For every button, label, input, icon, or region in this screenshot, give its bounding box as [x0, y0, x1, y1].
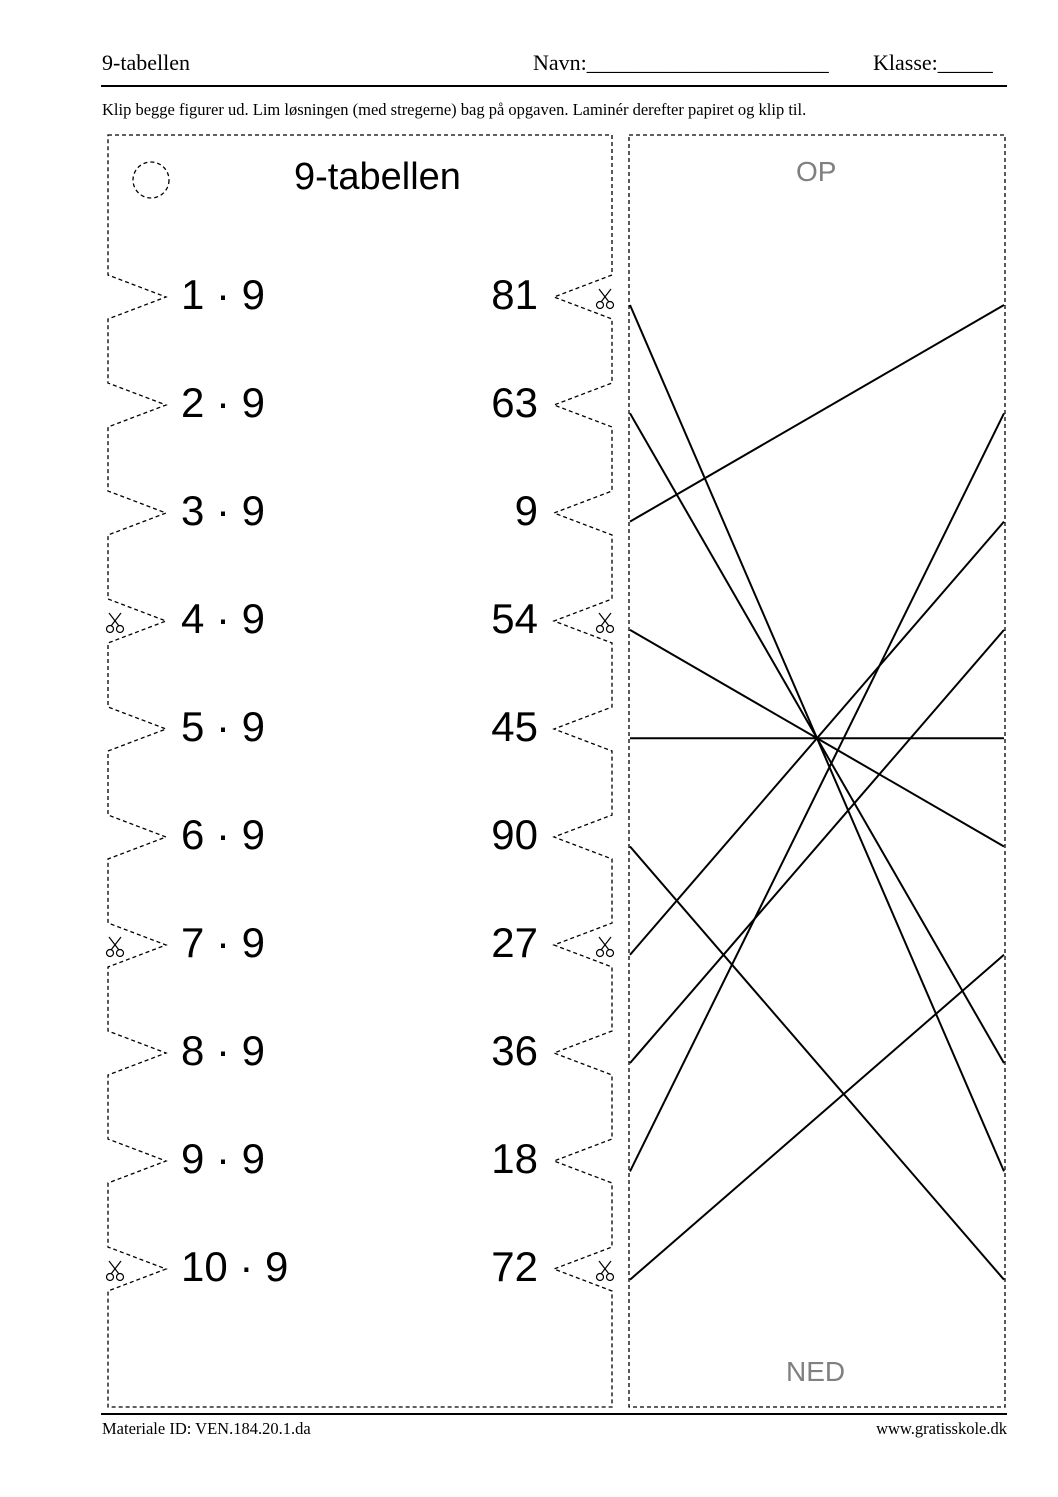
card-title: 9-tabellen — [294, 156, 461, 198]
task-expression: 3 · 9 — [181, 487, 266, 534]
answer-value: 36 — [491, 1027, 538, 1074]
left-card-zigzag-outline — [108, 135, 612, 1407]
scissors-icon — [597, 289, 614, 309]
solution-lines — [630, 305, 1004, 1280]
scissors-icon — [597, 937, 614, 957]
answer-value: 45 — [491, 703, 538, 750]
task-expression: 9 · 9 — [181, 1135, 266, 1182]
answer-value: 63 — [491, 379, 538, 426]
top-label-op: OP — [796, 156, 837, 187]
scissors-layer — [107, 289, 614, 1281]
material-id: Materiale ID: VEN.184.20.1.da — [102, 1419, 311, 1438]
task-expression: 4 · 9 — [181, 595, 266, 642]
answer-value: 81 — [491, 271, 538, 318]
answer-value: 9 — [514, 487, 538, 534]
answer-value: 27 — [491, 919, 538, 966]
answer-value: 18 — [491, 1135, 538, 1182]
solution-line — [630, 305, 1004, 522]
punch-hole-marker — [133, 162, 169, 198]
scissors-icon — [107, 1261, 124, 1281]
answer-value: 72 — [491, 1243, 538, 1290]
task-expression: 1 · 9 — [181, 271, 266, 318]
task-expression: 2 · 9 — [181, 379, 266, 426]
name-field-label: Navn:______________________ — [533, 50, 829, 75]
task-expression: 7 · 9 — [181, 919, 266, 966]
scissors-icon — [597, 1261, 614, 1281]
task-expression: 6 · 9 — [181, 811, 266, 858]
footer-divider — [101, 1413, 1007, 1415]
scissors-icon — [597, 613, 614, 633]
scissors-icon — [107, 937, 124, 957]
website-url: www.gratisskole.dk — [876, 1419, 1007, 1438]
solution-line — [630, 847, 1004, 1280]
answer-value: 54 — [491, 595, 538, 642]
task-expression: 8 · 9 — [181, 1027, 266, 1074]
left-card-outline — [108, 135, 612, 1407]
header-title: 9-tabellen — [102, 50, 190, 75]
solution-line — [630, 955, 1004, 1280]
solution-line — [630, 413, 1004, 1171]
task-expression: 10 · 9 — [181, 1243, 289, 1290]
scissors-icon — [107, 613, 124, 633]
solution-line — [630, 630, 1004, 1063]
task-expression: 5 · 9 — [181, 703, 266, 750]
class-field-label: Klasse:_____ — [873, 50, 993, 75]
bottom-label-ned: NED — [786, 1356, 846, 1387]
answer-value: 90 — [491, 811, 538, 858]
instruction-text: Klip begge figurer ud. Lim løsningen (med stregerne) bag på opgaven. Laminér derefter papiret og klip til. — [102, 100, 807, 119]
